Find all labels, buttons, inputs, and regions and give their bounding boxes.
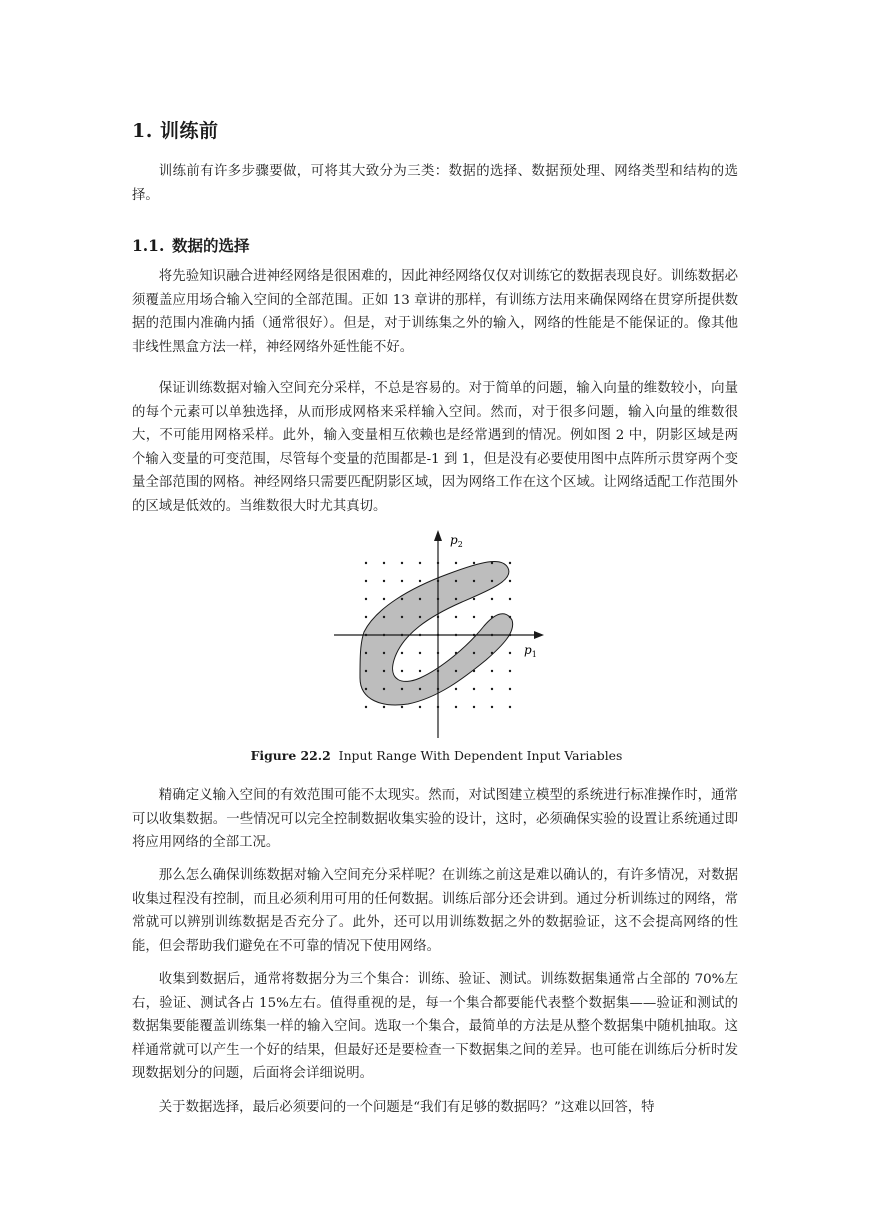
section-heading: 1. 训练前 (132, 120, 219, 142)
grid-dot (473, 688, 475, 690)
grid-dot (419, 706, 421, 708)
grid-dot (365, 616, 367, 618)
grid-dot (365, 706, 367, 708)
grid-dot (437, 562, 439, 564)
paragraph-enough-data: 关于数据选择，最后必须要问的一个问题是“我们有足够的数据吗？”这难以回答，特 (158, 1100, 655, 1115)
grid-dot (401, 580, 403, 582)
y-axis-arrow-icon (434, 530, 442, 541)
grid-dot (455, 652, 457, 654)
subsection-title: 数据的选择 (172, 236, 250, 255)
grid-dot (437, 580, 439, 582)
grid-dot (383, 670, 385, 672)
paragraph-sampling: 保证训练数据对输入空间充分采样，不总是容易的。对于简单的问题，输入向量的维数较小，向量的每个元素可以单独选择，从而形成网格来采样输入空间。然而，对于很多问题，输入向量的维数很大，不可能用网格采样。此外，输入变量相互依赖也是经常遇到的情况。例如图 2 中，阴影区域是两个输入变量的可变范围，尽管每个变量的范围都是-1 到 1，但是没有必要使用图中点阵所示贯穿两个变量全部范围的网格。神经网络只需要匹配阴影区域，因为网络工作在这个区域。让网络适配工作范围外的区域是低效的。当维数很大时尤其真切。 (132, 381, 738, 514)
grid-dot (455, 598, 457, 600)
grid-dot (419, 562, 421, 564)
figure-caption-text: Input Range With Dependent Input Variables (338, 748, 623, 763)
grid-dot (455, 634, 457, 636)
grid-dot (491, 598, 493, 600)
shaded-input-region (360, 561, 513, 705)
grid-dot (509, 562, 511, 564)
grid-dot (509, 706, 511, 708)
grid-dot (473, 598, 475, 600)
grid-dot (365, 634, 367, 636)
paragraph-intro: 训练前有许多步骤要做，可将其大致分为三类：数据的选择、数据预处理、网络类型和结构的选择。 (132, 164, 738, 203)
grid-dot (419, 688, 421, 690)
grid-dot (509, 688, 511, 690)
grid-dot (419, 652, 421, 654)
grid-dot (365, 580, 367, 582)
grid-dot (365, 688, 367, 690)
figure-caption (0, 748, 869, 763)
grid-dot (419, 670, 421, 672)
grid-dot (401, 634, 403, 636)
grid-dot (383, 688, 385, 690)
grid-dot (437, 652, 439, 654)
grid-dot (437, 706, 439, 708)
x-axis-arrow-icon (534, 631, 544, 639)
grid-dot (509, 634, 511, 636)
grid-dot (419, 580, 421, 582)
grid-dot (365, 652, 367, 654)
grid-dot (455, 562, 457, 564)
grid-dot (383, 580, 385, 582)
grid-dot (437, 688, 439, 690)
grid-dot (419, 598, 421, 600)
figure-caption-label: Figure 22.2 (250, 748, 331, 763)
grid-dot (455, 580, 457, 582)
grid-dot (455, 688, 457, 690)
grid-dot (401, 652, 403, 654)
grid-dot (383, 652, 385, 654)
grid-dot (401, 562, 403, 564)
x-axis-label: $p_1$ (524, 643, 537, 659)
subsection-heading (132, 234, 250, 256)
grid-dot (509, 670, 511, 672)
grid-dot (401, 616, 403, 618)
grid-dot (383, 634, 385, 636)
grid-dot (455, 706, 457, 708)
grid-dot (491, 706, 493, 708)
input-range-figure (330, 528, 545, 740)
grid-dot (473, 706, 475, 708)
paragraph-data-split: 收集到数据后，通常将数据分为三个集合：训练、验证、测试。训练数据集通常占全部的 70%左右，验证、测试各占 15%左右。值得重视的是，每一个集合都要能代表整个数据集——验证和测试的数据集要能覆盖训练集一样的输入空间。选取一个集合，最简单的方法是从整个数据集中随机抽取。这样通常就可以产生一个好的结果，但最好还是要检查一下数据集之间的差异。也可能在训练后分析时发现数据划分的问题，后面将会详细说明。 (132, 972, 738, 1082)
paragraph-operating-range: 精确定义输入空间的有效范围可能不太现实。然而，对试图建立模型的系统进行标准操作时，通常可以收集数据。一些情况可以完全控制数据收集实验的设计，这时，必须确保实验的设置让系统通过即将应用网络的全部工况。 (132, 788, 738, 851)
grid-dot (419, 634, 421, 636)
grid-dot (491, 688, 493, 690)
grid-dot (383, 562, 385, 564)
grid-dot (437, 598, 439, 600)
grid-dot (383, 616, 385, 618)
grid-dot (509, 580, 511, 582)
grid-dot (491, 562, 493, 564)
grid-dot (437, 670, 439, 672)
grid-dot (365, 598, 367, 600)
grid-dot (473, 652, 475, 654)
grid-dot (365, 562, 367, 564)
grid-dot (491, 616, 493, 618)
grid-dot (383, 598, 385, 600)
grid-dot (509, 652, 511, 654)
grid-dot (473, 634, 475, 636)
grid-dot (473, 670, 475, 672)
paragraph-prior-knowledge: 将先验知识融合进神经网络是很困难的，因此神经网络仅仅对训练它的数据表现良好。训练数据必须覆盖应用场合输入空间的全部范围。正如 13 章讲的那样，有训练方法用来确保网络在贯穿所提供数据的范围内准确内插（通常很好）。但是，对于训练集之外的输入，网络的性能是不能保证的。像其他非线性黑盒方法一样，神经网络外延性能不好。 (132, 269, 738, 355)
y-axis-label: $p_2$ (450, 533, 463, 549)
grid-dot (437, 616, 439, 618)
grid-dot (401, 706, 403, 708)
grid-dot (491, 634, 493, 636)
grid-dot (419, 616, 421, 618)
grid-dot (455, 616, 457, 618)
grid-dot (401, 688, 403, 690)
grid-dot (455, 670, 457, 672)
grid-dot (473, 580, 475, 582)
paragraph-ensure-sampling: 那么怎么确保训练数据对输入空间充分采样呢？在训练之前这是难以确认的，有许多情况，对数据收集过程没有控制，而且必须利用可用的任何数据。训练后部分还会讲到。通过分析训练过的网络，常常就可以辨别训练数据是否充分了。此外，还可以用训练数据之外的数据验证，这不会提高网络的性能，但会帮助我们避免在不可靠的情况下使用网络。 (132, 868, 738, 954)
grid-dot (401, 670, 403, 672)
grid-dot (473, 562, 475, 564)
subsection-number: 1.1. (132, 236, 165, 255)
grid-dot (491, 580, 493, 582)
grid-dot (509, 616, 511, 618)
grid-dot (491, 652, 493, 654)
grid-dot (509, 598, 511, 600)
grid-dot (383, 706, 385, 708)
grid-dot (473, 616, 475, 618)
grid-dot (401, 598, 403, 600)
grid-dot (437, 634, 439, 636)
grid-dot (491, 670, 493, 672)
grid-dot (365, 670, 367, 672)
